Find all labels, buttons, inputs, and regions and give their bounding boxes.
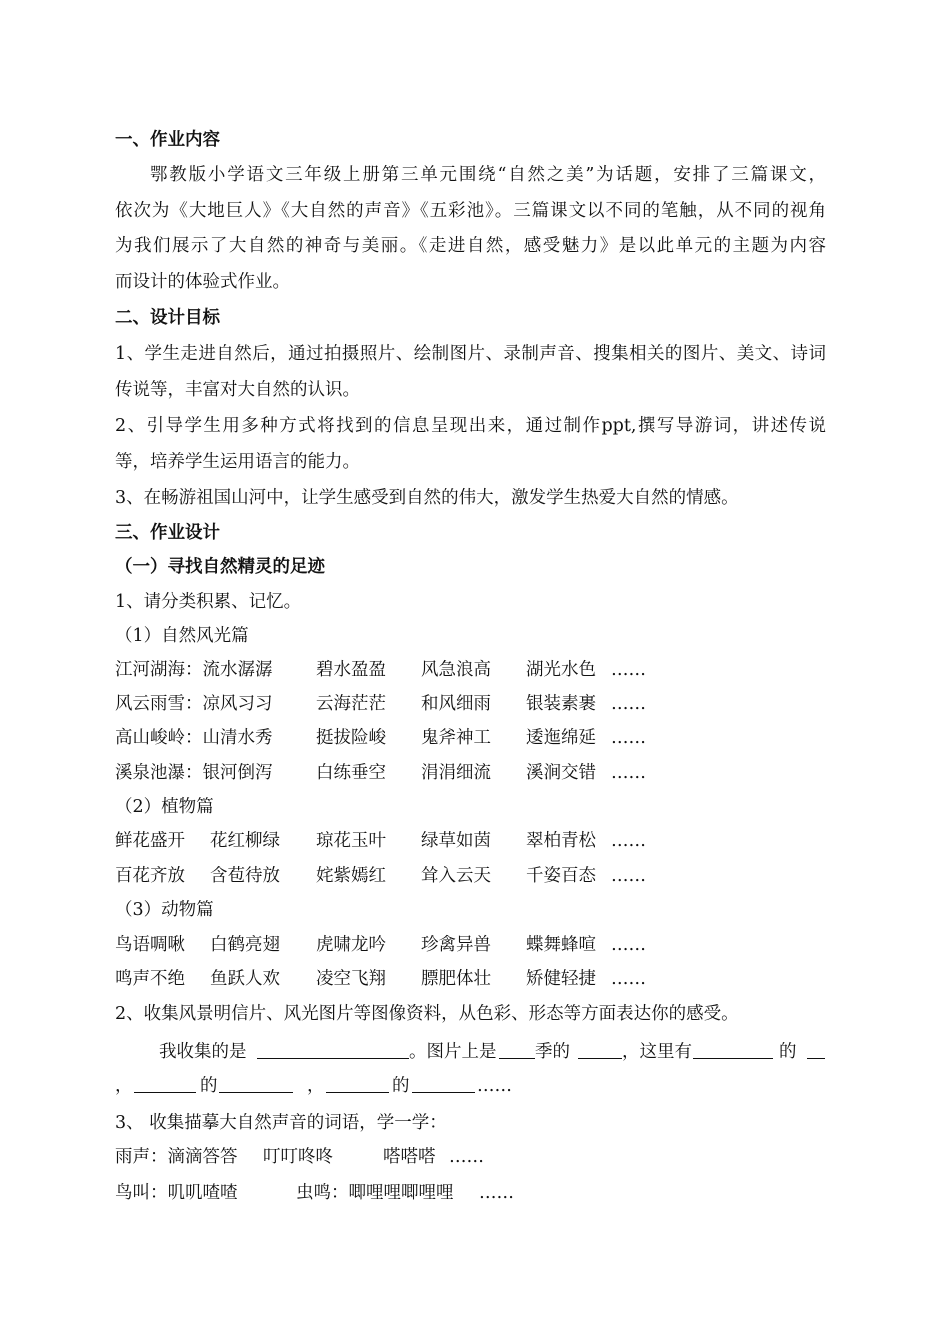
word: 花红柳绿: [210, 831, 280, 851]
answer-blank[interactable]: [412, 1074, 475, 1093]
answer-blank[interactable]: [499, 1040, 535, 1059]
word: 百花齐放: [115, 866, 185, 886]
word: 溪涧交错: [526, 763, 596, 783]
word: 风云雨雪：凉风习习: [115, 694, 273, 714]
ellipsis: ……: [449, 1147, 484, 1167]
word: 白鹤亮翅: [210, 935, 280, 955]
word: 矫健轻捷: [526, 969, 596, 989]
goal-1-line: 1、学生走进自然后，通过拍摄照片、绘制图片、录制声音、搜集相关的图片、美文、诗词: [115, 344, 826, 364]
ellipsis: ……: [611, 866, 646, 886]
word: 和风细雨: [421, 694, 491, 714]
word: 绿草如茵: [421, 831, 491, 851]
word: 涓涓细流: [421, 763, 491, 783]
category-animals: （3）动物篇: [115, 900, 214, 920]
word: 鸟语啁啾: [115, 935, 185, 955]
answer-blank[interactable]: [219, 1074, 293, 1093]
task-2: 2、收集风景明信片、风光图片等图像资料，从色彩、形态等方面表达你的感受。: [115, 1004, 739, 1024]
ellipsis: ……: [611, 969, 646, 989]
word: 高山峻岭：山清水秀: [115, 728, 273, 748]
ellipsis: ……: [477, 1076, 512, 1096]
word: 凌空飞翔: [316, 969, 386, 989]
word: 嗒嗒嗒: [383, 1147, 436, 1167]
section-heading-goals: 二、设计目标: [115, 308, 220, 328]
goal-3-line: 3、在畅游祖国山河中，让学生感受到自然的伟大，激发学生热爱大自然的情感。: [115, 488, 739, 508]
word: 耸入云天: [421, 866, 491, 886]
fill-text: 的: [779, 1042, 797, 1062]
ellipsis: ……: [611, 694, 646, 714]
fill-text: ，: [115, 1076, 133, 1096]
ellipsis: ……: [611, 935, 646, 955]
word: 鲜花盛开: [115, 831, 185, 851]
goal-2-line: 2、引导学生用多种方式将找到的信息呈现出来，通过制作ppt,撰写导游词，讲述传说: [115, 416, 826, 436]
paragraph-line: 鄂教版小学语文三年级上册第三单元围绕“自然之美”为话题，安排了三篇课文，: [150, 165, 826, 185]
ellipsis: ……: [611, 831, 646, 851]
ellipsis: ……: [611, 660, 646, 680]
category-plants: （2）植物篇: [115, 797, 214, 817]
fill-text: 。图片上是: [409, 1042, 497, 1062]
word: 鬼斧神工: [421, 728, 491, 748]
word: 云海茫茫: [316, 694, 386, 714]
category-scenery: （1）自然风光篇: [115, 626, 249, 646]
section-heading-design: 三、作业设计: [115, 523, 220, 543]
fill-text: 的: [392, 1076, 410, 1096]
paragraph-line: 而设计的体验式作业。: [115, 272, 290, 292]
word: 叮叮咚咚: [263, 1147, 333, 1167]
ellipsis: ……: [611, 763, 646, 783]
word: 碧水盈盈: [316, 660, 386, 680]
subsection-heading: （一）寻找自然精灵的足迹: [115, 557, 325, 577]
word: 雨声：滴滴答答: [115, 1147, 238, 1167]
task-3: 3、 收集描摹大自然声音的词语，学一学：: [115, 1113, 447, 1133]
answer-blank[interactable]: [326, 1074, 389, 1093]
word: 翠柏青松: [526, 831, 596, 851]
word: 挺拔险峻: [316, 728, 386, 748]
answer-blank[interactable]: [134, 1074, 196, 1093]
goal-1-line: 传说等，丰富对大自然的认识。: [115, 380, 360, 400]
goal-2-line: 等，培养学生运用语言的能力。: [115, 452, 360, 472]
word: 湖光水色: [526, 660, 596, 680]
paragraph-line: 依次为《大地巨人》《大自然的声音》《五彩池》。三篇课文以不同的笔触，从不同的视角: [115, 201, 826, 221]
word: 膘肥体壮: [421, 969, 491, 989]
word: 银装素裹: [526, 694, 596, 714]
word: 溪泉池瀑：银河倒泻: [115, 763, 273, 783]
word: 鸣声不绝: [115, 969, 185, 989]
answer-blank[interactable]: [807, 1040, 825, 1059]
ellipsis: ……: [479, 1183, 514, 1203]
task-1: 1、请分类积累、记忆。: [115, 592, 302, 612]
paragraph-line: 为我们展示了大自然的神奇与美丽。《走进自然，感受魅力》是以此单元的主题为内容: [115, 236, 826, 256]
section-heading-content: 一、作业内容: [115, 130, 220, 150]
word: 鱼跃人欢: [210, 969, 280, 989]
answer-blank[interactable]: [693, 1040, 773, 1059]
word: 珍禽异兽: [421, 935, 491, 955]
fill-text: 我收集的是: [159, 1042, 247, 1062]
word: 姹紫嫣红: [316, 866, 386, 886]
fill-text: 的: [200, 1076, 218, 1096]
answer-blank[interactable]: [257, 1040, 409, 1059]
word: 千姿百态: [526, 866, 596, 886]
word: 鸟叫：叽叽喳喳: [115, 1183, 238, 1203]
word: 虫鸣：唧哩哩唧哩哩: [296, 1183, 454, 1203]
ellipsis: ……: [611, 728, 646, 748]
answer-blank[interactable]: [578, 1040, 622, 1059]
fill-text: ，: [307, 1076, 325, 1096]
fill-text: 季的: [535, 1042, 570, 1062]
word: 蝶舞蜂喧: [526, 935, 596, 955]
word: 江河湖海：流水潺潺: [115, 660, 273, 680]
word: 虎啸龙吟: [316, 935, 386, 955]
word: 逶迤绵延: [526, 728, 596, 748]
fill-text: ，这里有: [622, 1042, 692, 1062]
word: 白练垂空: [316, 763, 386, 783]
word: 风急浪高: [421, 660, 491, 680]
word: 琼花玉叶: [316, 831, 386, 851]
word: 含苞待放: [210, 866, 280, 886]
